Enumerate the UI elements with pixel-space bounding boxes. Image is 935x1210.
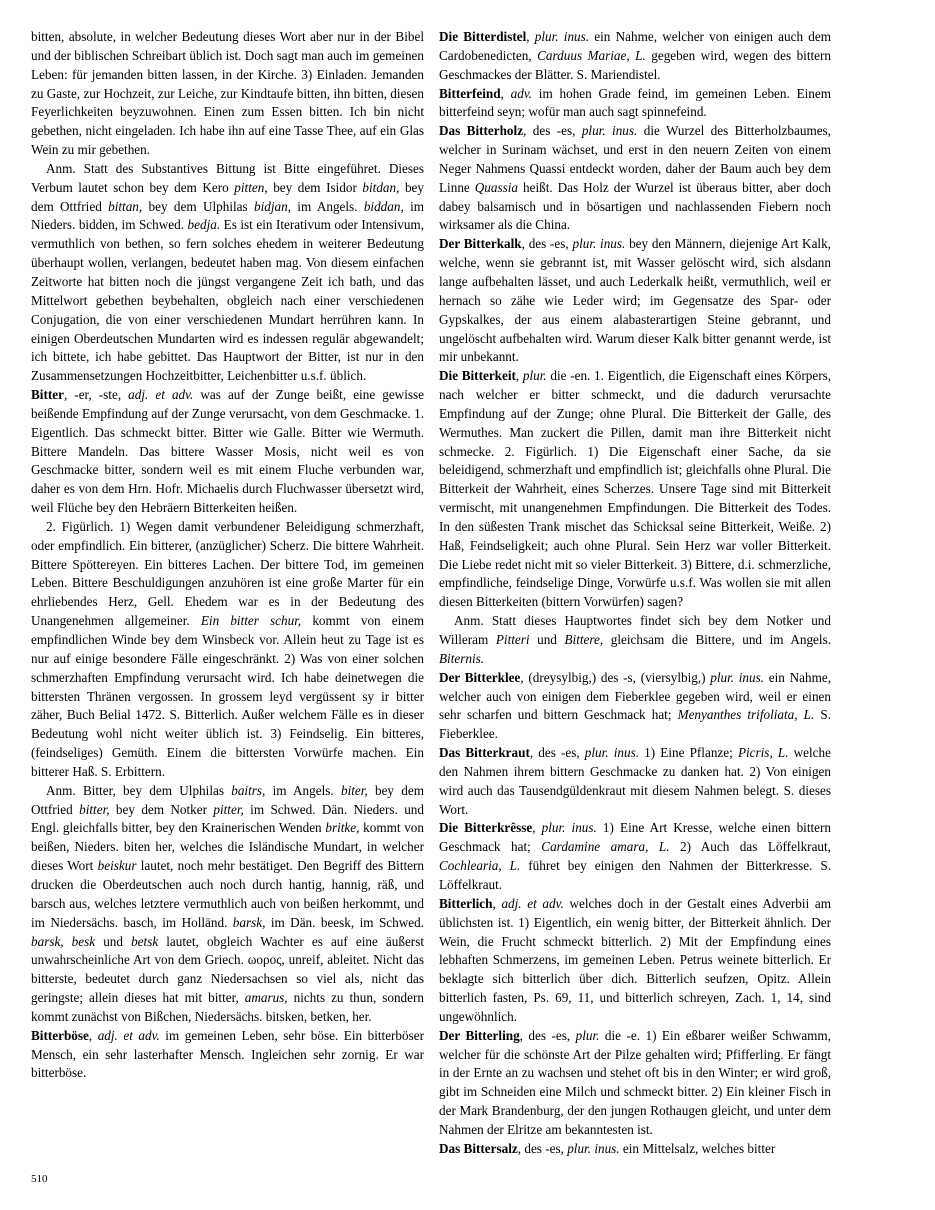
italic-text: Menyanthes trifoliata, L. (677, 707, 815, 723)
text-run: im Schwed. Dän. Nieders. und Engl. gleichfalls bitter, bey den Krainerischen Wenden (31, 801, 424, 836)
italic-text: Cardamine amara, L. (541, 839, 670, 855)
text-run: gegeben wird, wegen des bittern Geschmackes der Blätter. S. Mariendistel. (439, 47, 831, 82)
italic-text: plur. inus. (584, 745, 640, 761)
entry-paragraph (439, 367, 831, 612)
italic-text: Ein bitter schur, (200, 613, 302, 629)
headword: Der Bitterling (439, 1027, 520, 1043)
italic-text: baitrs, (231, 782, 266, 798)
italic-text: barsk, besk (31, 933, 96, 949)
entry-paragraph (31, 1027, 424, 1084)
italic-text: Bittere, (564, 632, 604, 647)
text-run: im Dän. beesk, im Schwed. (265, 914, 424, 930)
text-run: die Wurzel des Bitterholzbaumes, welcher in Surinam wächset, und erst in den neuern Zeiten von einem Neger Nahmens Quassi entdeckt worden, daher der Baum auch bey dem Linne (439, 123, 831, 195)
entry-paragraph (31, 782, 424, 1027)
page-number: 510 (31, 1173, 48, 1185)
text-run: , des -es, (529, 745, 585, 761)
text-run: , (dreysylbig,) des -s, (viersylbig,) (520, 669, 711, 685)
text-run: , (526, 29, 535, 44)
text-run: die -e. 1) Ein eßbarer weißer Schwamm, welcher für die schönste Art der Pilze gehalten wird; Pfifferling. Er fängt in der Ernte an zu wachsen und stehet oft bis in den Winter; er wird groß, gibt im Schneiden eine Milch und schmeckt bitter. 2) Ein kleiner Fisch in der Mark Brandenburg, der den jungen Rothaugen gleicht, und unter dem Nahmen der Elritze am bekanntesten ist. (439, 1027, 831, 1137)
text-run: bey den Männern, diejenige Art Kalk, welche, wenn sie gebrannt ist, mit Wasser gelöscht wird, sich alsdann lange aufbehalten lässet, und auch Lederkalk heißt, vermuthlich, weil er hernach so zähe wie Leder wird; im Gegensatze des Spar- oder Gypskalkes, der aus einem alabasterartigen Steine gebrannt, und ungelöscht aufbehalten wird. Warum dieser Kalk bitter genannt werde, ist mir unbekannt. (439, 236, 831, 365)
text-run: bey dem Ottfried (31, 782, 424, 817)
italic-text: adj. et adv. (128, 387, 194, 403)
entry-paragraph (31, 518, 424, 782)
text-run: heißt. Das Holz der Wurzel ist überaus bitter, aber doch dabey balsamisch und in bösartigen und nachlassenden Fiebern noch wirksamer als die China. (439, 179, 831, 233)
text-run: Anm. Statt des Substantives Bittung ist Bitte eingeführet. Dieses Verbum lautet schon bey dem Kero (31, 160, 424, 195)
text-run: gleichsam die Bittere, und im Angels. (603, 632, 832, 647)
text-run: 2. Figürlich. 1) Wegen damit verbundener Beleidigung schmerzhaft, oder empfindlich. Ein bitterer, (anzüglicher) Scherz. Die bittere Wahrheit. Bittere Spöttereyen. Ein bitteres Lachen. Der bittere Tod, im gemeinen Leben. Bittere Beschuldigungen anzuhören ist eine große Marter für ein ehrliebendes Herz, Gell. Ehedem war es in der Bedeutung des Unangenehmen allgemeiner. (31, 518, 424, 629)
headword: Das Bitterkraut (439, 745, 530, 761)
text-run: nichts zu thun, sondern kommt zunächst von Bißchen, Niedersächs. bitsken, betken, her. (31, 990, 424, 1024)
text-run: bey dem Notker (109, 801, 214, 817)
text-run: ein Nahme, welcher auch von einigen dem Fieberklee gegeben wird, weil er einen sehr scharfen und bittern Geschmack hat; (439, 669, 831, 723)
text-run: führet bey einigen den Nahmen der Bitterkresse. S. Löffelkraut. (439, 858, 831, 892)
italic-text: bedja. (187, 217, 221, 233)
italic-text: beiskur (97, 858, 137, 874)
headword: Die Bitterkrêsse (439, 820, 533, 836)
entry-paragraph (439, 122, 831, 235)
entry-paragraph (439, 1027, 831, 1140)
italic-text: adv. (510, 85, 532, 101)
entry-paragraph (439, 235, 831, 367)
italic-text: Cochlearia, L. (439, 858, 521, 874)
headword: Das Bittersalz (439, 1140, 518, 1156)
text-run: , (515, 368, 523, 384)
entry-paragraph (439, 1140, 831, 1159)
text-run: , -er, -ste, (63, 387, 129, 403)
headword: Die Bitterdistel (439, 29, 527, 44)
entry-paragraph (439, 85, 831, 123)
italic-text: biddan, (363, 198, 404, 214)
text-run: Es ist ein Iterativum oder Intensivum, vermuthlich von bethen, so fern solches ehedem in weiterer Bedeutung überhaupt wollen, verlangen, bedeutet haben mag. Von diesem einfachen Zeitworte hat bitten noch die jüngst vergangene Zeit ich bath, und das Mittelwort gebethen beybehalten, obgleich nach einer verschiedenen Conjugation, die von einer verschiedenen Mundart herrühren kann. In einigen Oberdeutschen Mundarten wird es indessen regulär abgewandelt; ich bittete, ich habe gebittet. Das Hauptwort der Bitter, ist nur in den Zusammensetzungen Hochzeitbitter, Leichenbitter u.s.f. üblich. (31, 217, 424, 384)
text-run: bey dem Ottfried (31, 179, 425, 214)
italic-text: britke, (325, 820, 360, 836)
italic-text: plur. (522, 368, 547, 384)
italic-text: adj. et adv. (501, 895, 564, 911)
text-run: , (500, 85, 511, 101)
headword: Bitterböse (31, 1027, 89, 1043)
entry-paragraph (31, 386, 424, 518)
italic-text: plur. (575, 1027, 600, 1043)
text-run: 2) Auch das Löffelkraut, (669, 839, 831, 855)
text-run: , des -es, (519, 1027, 576, 1043)
italic-text: pitter, (213, 801, 244, 817)
text-run: kommt von einem empfindlichen Winde bey dem Winsbeck vor. Allein heut zu Tage ist es nur auf einige besondere Fälle eingeschränkt. 2) Was von einer solchen schmerzhaften Empfindung verursacht wird. Ich habe deinetwegen die bittersten Thränen vergossen. In grossem leyd vergüssent sy ir bitter zäher, Buch Belial 1472. S. Bitterlich. Außer welchem Fälle es in dieser Bedeutung wohl nicht weiter üblich ist. 3) Feindselig. Ein bitteres, (feindseliges) Gemüth. Einem die bittersten Vorwürfe machen. Ein bitterer Haß. S. Erbittern. (31, 613, 424, 779)
text-run: im Angels. (265, 782, 341, 798)
entry-paragraph (439, 28, 831, 85)
italic-text: bidjan, (253, 198, 291, 214)
text-run: lautet, noch mehr bestätiget. Den Begriff des Bittern drucken die Oberdeutschen auch noch durch hantig, hannig, räß, und barsch aus, welches letztere vermuthlich auch von beißen herkommt, und im Niedersächs. basch, im Holländ. (31, 858, 424, 930)
italic-text: Pitteri (495, 632, 530, 647)
text-run: im gemeinen Leben, sehr böse. Ein bitterböser Mensch, ein sehr lasterhafter Mensch. Ingleichen sehr zornig. Er war bitterböse. (31, 1027, 425, 1081)
entry-paragraph (31, 28, 424, 160)
headword: Der Bitterklee (439, 669, 521, 685)
text-run: 1) Eine Art Kresse, welche einen bittern Geschmack hat; (439, 820, 831, 855)
italic-text: Carduus Mariae, L. (537, 47, 646, 63)
entry-paragraph (31, 160, 424, 386)
text-run: , (492, 895, 502, 911)
italic-text: bittan, (108, 198, 143, 214)
italic-text: bitdan, (362, 179, 400, 195)
text-run: Anm. Statt dieses Hauptwortes findet sich bey dem Notker und Willeram (439, 613, 831, 647)
text-run: welches doch in der Gestalt eines Adverbii am üblichsten ist. 1) Eigentlich, ein wenig bitter, der Bitterkeit ähnlich. Der Wein, die Frucht schmeckt bitterlich. 2) Mit der Empfindung eines lebhaften Schmerzens, im gemeinen Leben. Petrus weinete bitterlich. Er beklagte sich bitterlich über dich. Bitterlich seufzen, Opitz. Allein bitterlich fasten, Ps. 69, 11, und bitterlich schreyen, Zach. 1, 14, sind ungewöhnlich. (439, 895, 832, 1024)
headword: Das Bitterholz (439, 123, 524, 139)
italic-text: betsk (131, 933, 159, 949)
italic-text: Quassia (474, 179, 518, 195)
headword: Bitterlich (439, 895, 493, 911)
italic-text: plur. inus. (567, 1140, 620, 1156)
text-run: die -en. 1. Eigentlich, die Eigenschaft eines Körpers, nach welcher er bitter schmeckt, und die dadurch verursachte Empfindung auf der Zunge; ohne Plural. Die Bitterkeit der Galle, des Wermuthes. Man zuckert die Pillen, damit man ihre Bitterkeit nicht schmecke. 2. Figürlich. 1) Die Eigenschaft einer Sache, da sie beleidigend, schmerzhaft und empfindlich ist; gleichfalls ohne Plural. Die Bitterkeit der Wahrheit, eines Scherzes. Unsere Tage sind mit Bitterkeit vermischt, mit unangenehmen Empfindungen. Die Bitterkeit des Todes. In den süßesten Trank mischet das Schicksal seine Bitterkeit, Weiße. 2) Haß, Feindseligkeit; auch ohne Plural. Sein Herz war voller Bitterkeit. Die Liebe redet nicht mit so vieler Bitterkeit. 3) Bittere, d.i. schmerzliche, empfindliche, feindselige Dinge, Vorwürfe u.s.f. Was wollen sie mit allen diesen Bitterkeiten (bittern Vorwürfen) sagen? (439, 368, 832, 610)
italic-text: pitten, (234, 179, 268, 195)
text-run: , des -es, (517, 1140, 568, 1156)
text-run: welche den Nahmen ihrem bittern Geschmacke zu danken hat. 2) Von einigen wird auch das Tausendgüldenkraut mit diesem Nahmen belegt. S. dieses Wort. (439, 745, 831, 817)
text-run: im hohen Grade feind, im gemeinen Leben. Einem bitterfeind seyn; wofür man auch sagt spinnefeind. (439, 85, 832, 120)
text-run: im Angels. (290, 198, 364, 214)
entry-paragraph (439, 819, 831, 894)
text-run: bitten, absolute, in welcher Bedeutung dieses Wort aber nur in der Bibel und der biblischen Schreibart üblich ist. Doch sagt man auch im gemeinen Leben: für jemanden bitten lassen, in der Kirche. 3) Einladen. Jemanden zu Gaste, zur Hochzeit, zur Leiche, zur Kindtaufe bitten, ihn bitten, diesen Feyerlichkeiten beyzuwohnen. Einen zum Essen bitten. Ich bin nicht gebethen, nicht eingeladen. Ich habe ihn auf eine Tasse Thee, auf ein Glas Wein zu mir gebethen. (31, 29, 424, 158)
italic-text: plur. inus. (710, 669, 765, 685)
text-run: lautet, obgleich Wachter es auf eine äußerst unwahrscheinliche Art von dem Griech. ωορος, unreif, ableitet. Nicht das bitterste, bedeutet durch ganz Niedersachsen so viel als, nicht das geringste; allein dieses hat mit bitter, (31, 933, 424, 1006)
text-run: ein Nahme, welcher von einigen auch dem Cardobenedicten, (439, 29, 831, 63)
text-run: bey dem Ulphilas (142, 198, 254, 214)
italic-text: plur. inus. (541, 820, 597, 836)
italic-text: barsk, (232, 914, 266, 930)
italic-text: biter, (340, 782, 368, 798)
headword: Die Bitterkeit (439, 368, 516, 384)
text-run: was auf der Zunge beißt, eine gewisse beißende Empfindung auf der Zunge verursacht, von dem Geschmacke. 1. Eigentlich. Das schmeckt bitter. Bitter wie Galle. Bitter wie Wermuth. Bittere Mandeln. Das bittere Wasser Mosis, nicht weil es von Geschmacke bitter, sondern weil es mit einem Fluche verbunden war, daher es von dem Hrn. Hofr. Michaelis durch Fluchwasser übersetzt wird, weil Flüche bey den Hebräern Bitterkeiten heißen. (31, 387, 424, 516)
text-run: bey dem Isidor (267, 179, 363, 195)
text-run: , des -es, (523, 123, 582, 139)
text-run: und (529, 632, 565, 647)
text-run: , des -es, (521, 236, 573, 252)
italic-text: plur. inus. (572, 236, 626, 252)
text-run: und (95, 933, 132, 949)
text-run: S. Fieberklee. (439, 707, 831, 742)
italic-text: Picris, L. (737, 745, 789, 761)
italic-text: Biternis. (439, 650, 485, 666)
italic-text: plur. inus. (581, 123, 638, 139)
italic-text: amarus, (244, 990, 288, 1006)
entry-paragraph (439, 744, 831, 819)
italic-text: bitter, (79, 801, 110, 817)
headword: Bitterfeind (439, 85, 501, 101)
text-run: kommt von beißen, Nieders. biten her, welches die Isländische Mundart, in welcher dieses Wort (31, 820, 424, 874)
text-run: , (88, 1027, 98, 1043)
text-run: ein Mittelsalz, welches bitter (619, 1140, 776, 1156)
text-run: , (532, 820, 542, 836)
headword: Der Bitterkalk (439, 236, 522, 252)
text-run: Anm. Bitter, bey dem Ulphilas (46, 782, 232, 798)
text-run: im Nieders. bidden, im Schwed. (31, 198, 425, 233)
headword: Bitter (31, 387, 64, 403)
right-column (439, 28, 831, 1159)
entry-paragraph (439, 612, 831, 669)
italic-text: plur. inus. (534, 29, 590, 44)
text-run: 1) Eine Pflanze; (639, 745, 738, 761)
entry-paragraph (439, 895, 831, 1027)
italic-text: adj. et adv. (97, 1027, 160, 1043)
entry-paragraph (439, 669, 831, 744)
left-column (31, 28, 424, 1083)
